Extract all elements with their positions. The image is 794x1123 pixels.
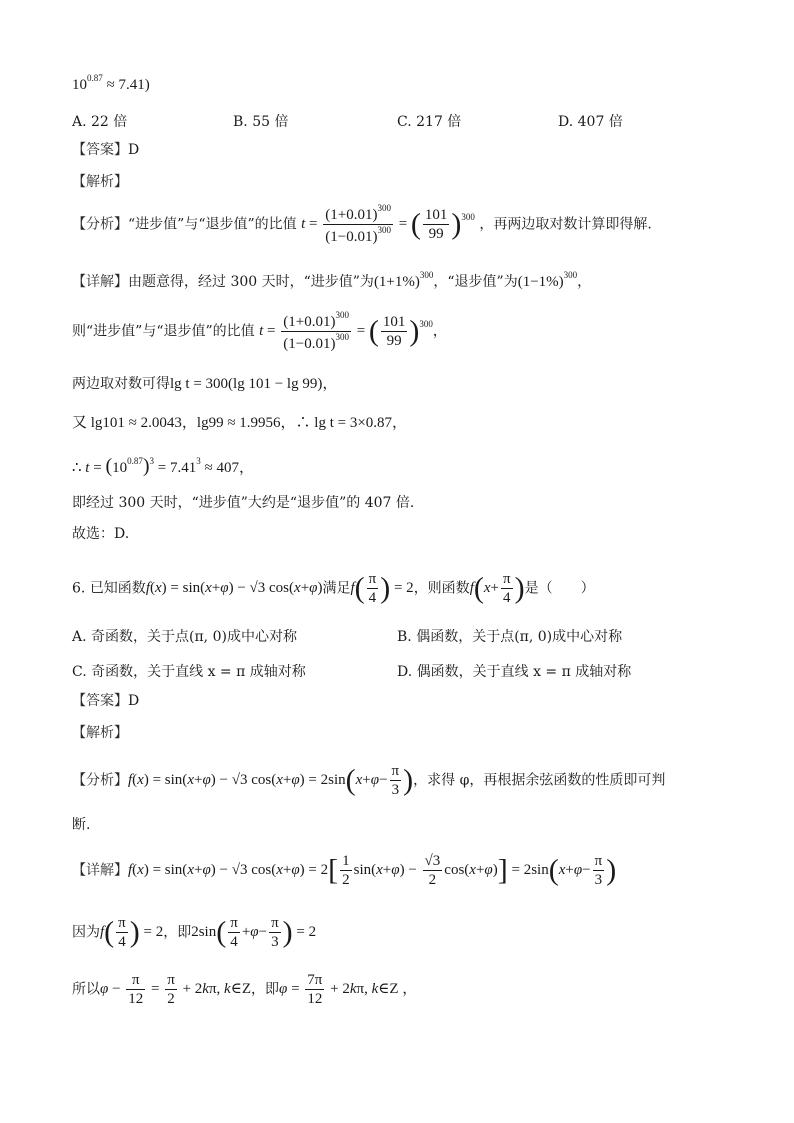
q5-option-d: [558, 111, 623, 131]
q6-analysis-heading: [72, 726, 128, 740]
condition: f( $\frac{\pi}{4}$ ) = 2: [350, 571, 414, 606]
stem-text: 满足: [322, 580, 351, 597]
option-letter: C.: [397, 114, 412, 130]
detail-tag: 【详解】: [72, 274, 128, 290]
stem-text: ，则函数: [413, 580, 470, 597]
result-value: ≈ 407，: [204, 460, 254, 476]
analysis-sub-tag: 【分析】: [72, 216, 128, 233]
analysis-text: “进步值”与“退步值”的比值: [128, 216, 297, 233]
ratio-formula: t = $\frac{(1+0.01)^{300}}{(1-0.01)^{300}}$ = ( $\frac{101}{99}$ )$^{300}$: [259, 310, 433, 352]
q6-analysis-cont: [72, 818, 90, 832]
detail-text: 所以: [72, 981, 100, 998]
q6-detail-1: [72, 852, 616, 889]
condition: f( $\frac{\pi}{4}$ ) = 2: [100, 915, 164, 950]
function-def: f(x) = sin(x+φ) − √3 cos(x+φ): [145, 580, 323, 596]
question-number: 6.: [72, 580, 86, 597]
analysis-sub-tag: 【分析】: [72, 772, 128, 789]
option-letter: A.: [72, 114, 87, 130]
answer-value: D: [128, 142, 140, 158]
option-text: 407 倍: [577, 114, 623, 130]
q5-option-c: [397, 111, 461, 131]
stem-text: 已知函数: [89, 580, 146, 597]
q6-detail-3: [72, 971, 417, 1008]
q5-analysis-heading: [72, 175, 128, 189]
approx-value: ≈ 7.41): [106, 77, 150, 93]
top-line: [72, 74, 150, 93]
detail-text: 因为: [72, 924, 100, 941]
option-letter: D.: [397, 664, 413, 680]
regress-value: $(1-1\%)^{300}$: [517, 270, 578, 290]
detail-text: ，“退步值”为: [433, 274, 518, 290]
q5-choice: [72, 527, 129, 541]
analysis-tag: 【解析】: [72, 725, 128, 741]
q5-detail-1: 【详解】由题意得，经过 300 天时，“进步值”为$(1+1\%)^{300}$，“退步值”为$(1-1\%)^{300}$，: [72, 270, 592, 290]
detail-text: 两边取对数可得: [72, 376, 170, 392]
power-exponent: 0.87: [87, 73, 103, 83]
option-text: 奇函数，关于直线 x = π 成轴对称: [91, 664, 306, 680]
q6-option-d: [397, 661, 631, 681]
q6-analysis: [72, 762, 665, 799]
option-text: 55 倍: [252, 114, 289, 130]
answer-tag: 【答案】: [72, 142, 128, 158]
q5-analysis: [72, 203, 652, 246]
analysis-text: 断.: [72, 817, 91, 833]
detail-text: 由题意得，经过 300 天时，“进步值”为: [128, 274, 374, 290]
analysis-text-tail: ，再两边取对数计算即得解.: [479, 216, 652, 233]
detail-formula: f(x) = sin(x+φ) − √3 cos(x+φ) = 2[ $\frac{1}{2}$ sin(x+φ) − $\frac{√3}{2}$ cos(x+φ)] = 2sin(x+φ− $\frac{\pi}{3}$ ): [128, 853, 617, 888]
option-letter: C.: [72, 664, 87, 680]
q5-option-b: [233, 111, 288, 131]
ratio-formula: t = $\frac{(1+0.01)^{300}}{(1-0.01)^{300}}$ = ( $\frac{101}{99}$ )$^{300}$: [301, 203, 475, 245]
q5-detail-5: ∴ $t = (10^{0.87})^3 = 7.41^3 \approx 407$，: [72, 455, 254, 477]
detail-text: ，即: [251, 981, 279, 998]
analysis-text: ，求得 φ，再根据余弦函数的性质即可判: [413, 772, 666, 789]
detail-text: 则“进步值”与“退步值”的比值: [72, 323, 255, 340]
option-letter: B.: [397, 629, 412, 645]
stem-text: 是（ ）: [524, 580, 595, 597]
q5-detail-4: [72, 416, 407, 431]
q6-detail-2: [72, 914, 316, 951]
option-text: 奇函数，关于点(π, 0)成中心对称: [91, 629, 297, 645]
power-base: 10: [72, 77, 87, 93]
analysis-formula: f(x) = sin(x+φ) − √3 cos(x+φ) = 2sin(x+φ− $\frac{\pi}{3}$ ): [128, 763, 414, 798]
q5-detail-2: 则“进步值”与“退步值”的比值 t = $\frac{(1+0.01)^{300}}{(1-0.01)^{300}}$ = ( $\frac{101}{99}$ )$^{300}$，: [72, 310, 447, 352]
option-text: 偶函数，关于点(π, 0)成中心对称: [416, 629, 623, 645]
answer-value: D: [128, 693, 140, 709]
q6-answer: [72, 694, 139, 708]
phi-equation: φ − $\frac{\pi}{12}$ = $\frac{\pi}{2}$ + 2kπ, k∈Z: [100, 972, 251, 1007]
q6-option-b: [397, 626, 622, 646]
q6-stem: [72, 570, 595, 607]
q5-answer: [72, 143, 139, 157]
q6-option-c: [72, 661, 306, 681]
q5-detail-6: [72, 496, 414, 510]
detail-tag: 【详解】: [72, 862, 128, 879]
answer-tag: 【答案】: [72, 693, 128, 709]
option-text: 217 倍: [416, 114, 462, 130]
detail-text: ，即: [163, 924, 192, 941]
conclusion: 即经过 300 天时，“进步值”大约是“退步值”的 407 倍.: [72, 495, 415, 511]
shifted-function: f(x+ $\frac{\pi}{4}$ ): [469, 571, 525, 606]
option-text: 偶函数，关于直线 x = π 成轴对称: [416, 664, 632, 680]
q6-option-a: [72, 626, 297, 646]
phi-result: φ = $\frac{7\pi}{12}$ + 2kπ, k∈Z ，: [279, 972, 418, 1007]
option-text: 22 倍: [91, 114, 128, 130]
choice-text: 故选：D.: [72, 526, 130, 542]
option-letter: D.: [558, 114, 574, 130]
progress-value: $(1+1\%)^{300}$: [373, 270, 434, 290]
option-letter: A.: [72, 629, 87, 645]
log-formula: lg t = 300(lg 101 − lg 99)，: [170, 376, 338, 392]
q5-option-a: [72, 111, 127, 131]
log-values: 又 lg101 ≈ 2.0043，lg99 ≈ 1.9956，∴ lg t = 3×0.87，: [72, 415, 408, 431]
option-letter: B.: [233, 114, 248, 130]
equation: 2sin( $\frac{\pi}{4}$ +φ− $\frac{\pi}{3}$ ) = 2: [191, 915, 317, 950]
q5-detail-3: [72, 377, 337, 392]
analysis-tag: 【解析】: [72, 174, 128, 190]
